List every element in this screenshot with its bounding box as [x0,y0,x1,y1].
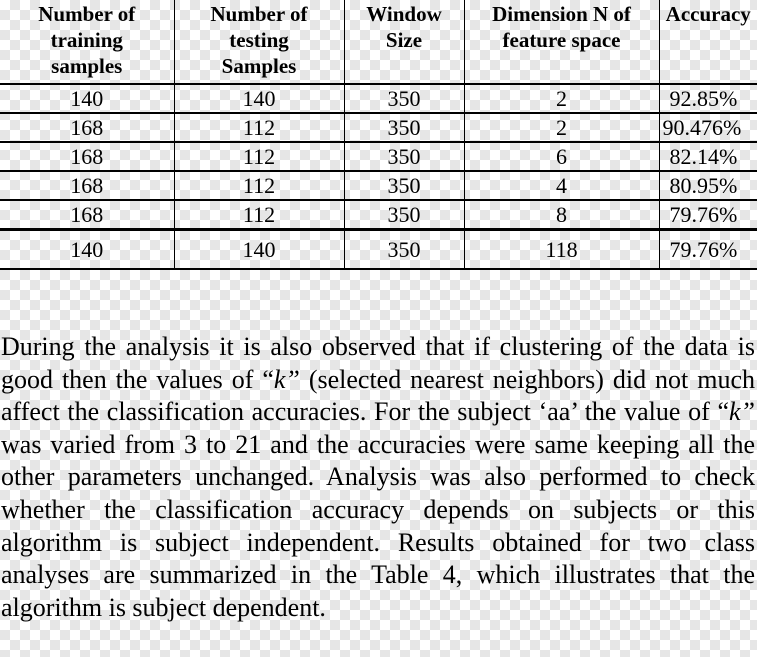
cell-window: 350 [344,171,464,200]
k-symbol: k” [273,364,300,394]
cell-window: 350 [344,84,464,113]
table-header-row [0,0,757,84]
header-dimension: Dimension N of feature space [464,0,659,84]
cell-accuracy: 79.76% [659,200,757,230]
cell-testing: 112 [174,142,344,171]
paragraph-segment: (selected nearest neighbors) did not much affect the classification accuracies. For the subject ‘aa’ the value of “ [1,364,755,427]
paragraph-segment: was varied from 3 to 21 and the accuracies were same keeping all the other parameters unchanged. Analysis was also performed to check whether the classification accuracy depends on subjects or this algorithm is subject independent. Results obtained for two class analyses are summarized in the Table 4, which illustrates that the algorithm is subject dependent. [1,429,755,622]
cell-testing: 112 [174,113,344,142]
cell-accuracy: 92.85% [659,84,757,113]
cell-training: 168 [0,171,174,200]
cell-dimension: 4 [464,171,659,200]
cell-dimension: 2 [464,113,659,142]
cell-accuracy: 90.476% [659,113,757,142]
header-training-samples: Number of training samples [0,0,174,84]
cell-window: 350 [344,200,464,230]
header-window-size: Window Size [344,0,464,84]
cell-training: 168 [0,113,174,142]
cell-training: 140 [0,84,174,113]
cell-accuracy: 79.76% [659,230,757,270]
cell-testing: 140 [174,230,344,270]
cell-accuracy: 80.95% [659,171,757,200]
table-row [0,113,757,142]
cell-dimension: 8 [464,200,659,230]
cell-testing: 112 [174,171,344,200]
cell-training: 140 [0,230,174,270]
cell-testing: 140 [174,84,344,113]
table-row [0,142,757,171]
cell-dimension: 2 [464,84,659,113]
cell-accuracy: 82.14% [659,142,757,171]
table-row [0,84,757,113]
cell-training: 168 [0,142,174,171]
k-symbol: k” [729,397,755,427]
cell-testing: 112 [174,200,344,230]
cell-window: 350 [344,113,464,142]
header-accuracy: Accuracy [659,0,757,84]
paragraph-segment: During the analysis it is also observed that if clustering of the data is good then the values of “ [1,332,755,394]
cell-window: 350 [344,230,464,270]
body-paragraph [1,331,755,624]
results-table [0,0,757,270]
table-row [0,171,757,200]
cell-training: 168 [0,200,174,230]
cell-dimension: 6 [464,142,659,171]
table-row [0,200,757,230]
cell-window: 350 [344,142,464,171]
cell-dimension: 118 [464,230,659,270]
table-row [0,230,757,270]
header-testing-samples: Number of testing Samples [174,0,344,84]
